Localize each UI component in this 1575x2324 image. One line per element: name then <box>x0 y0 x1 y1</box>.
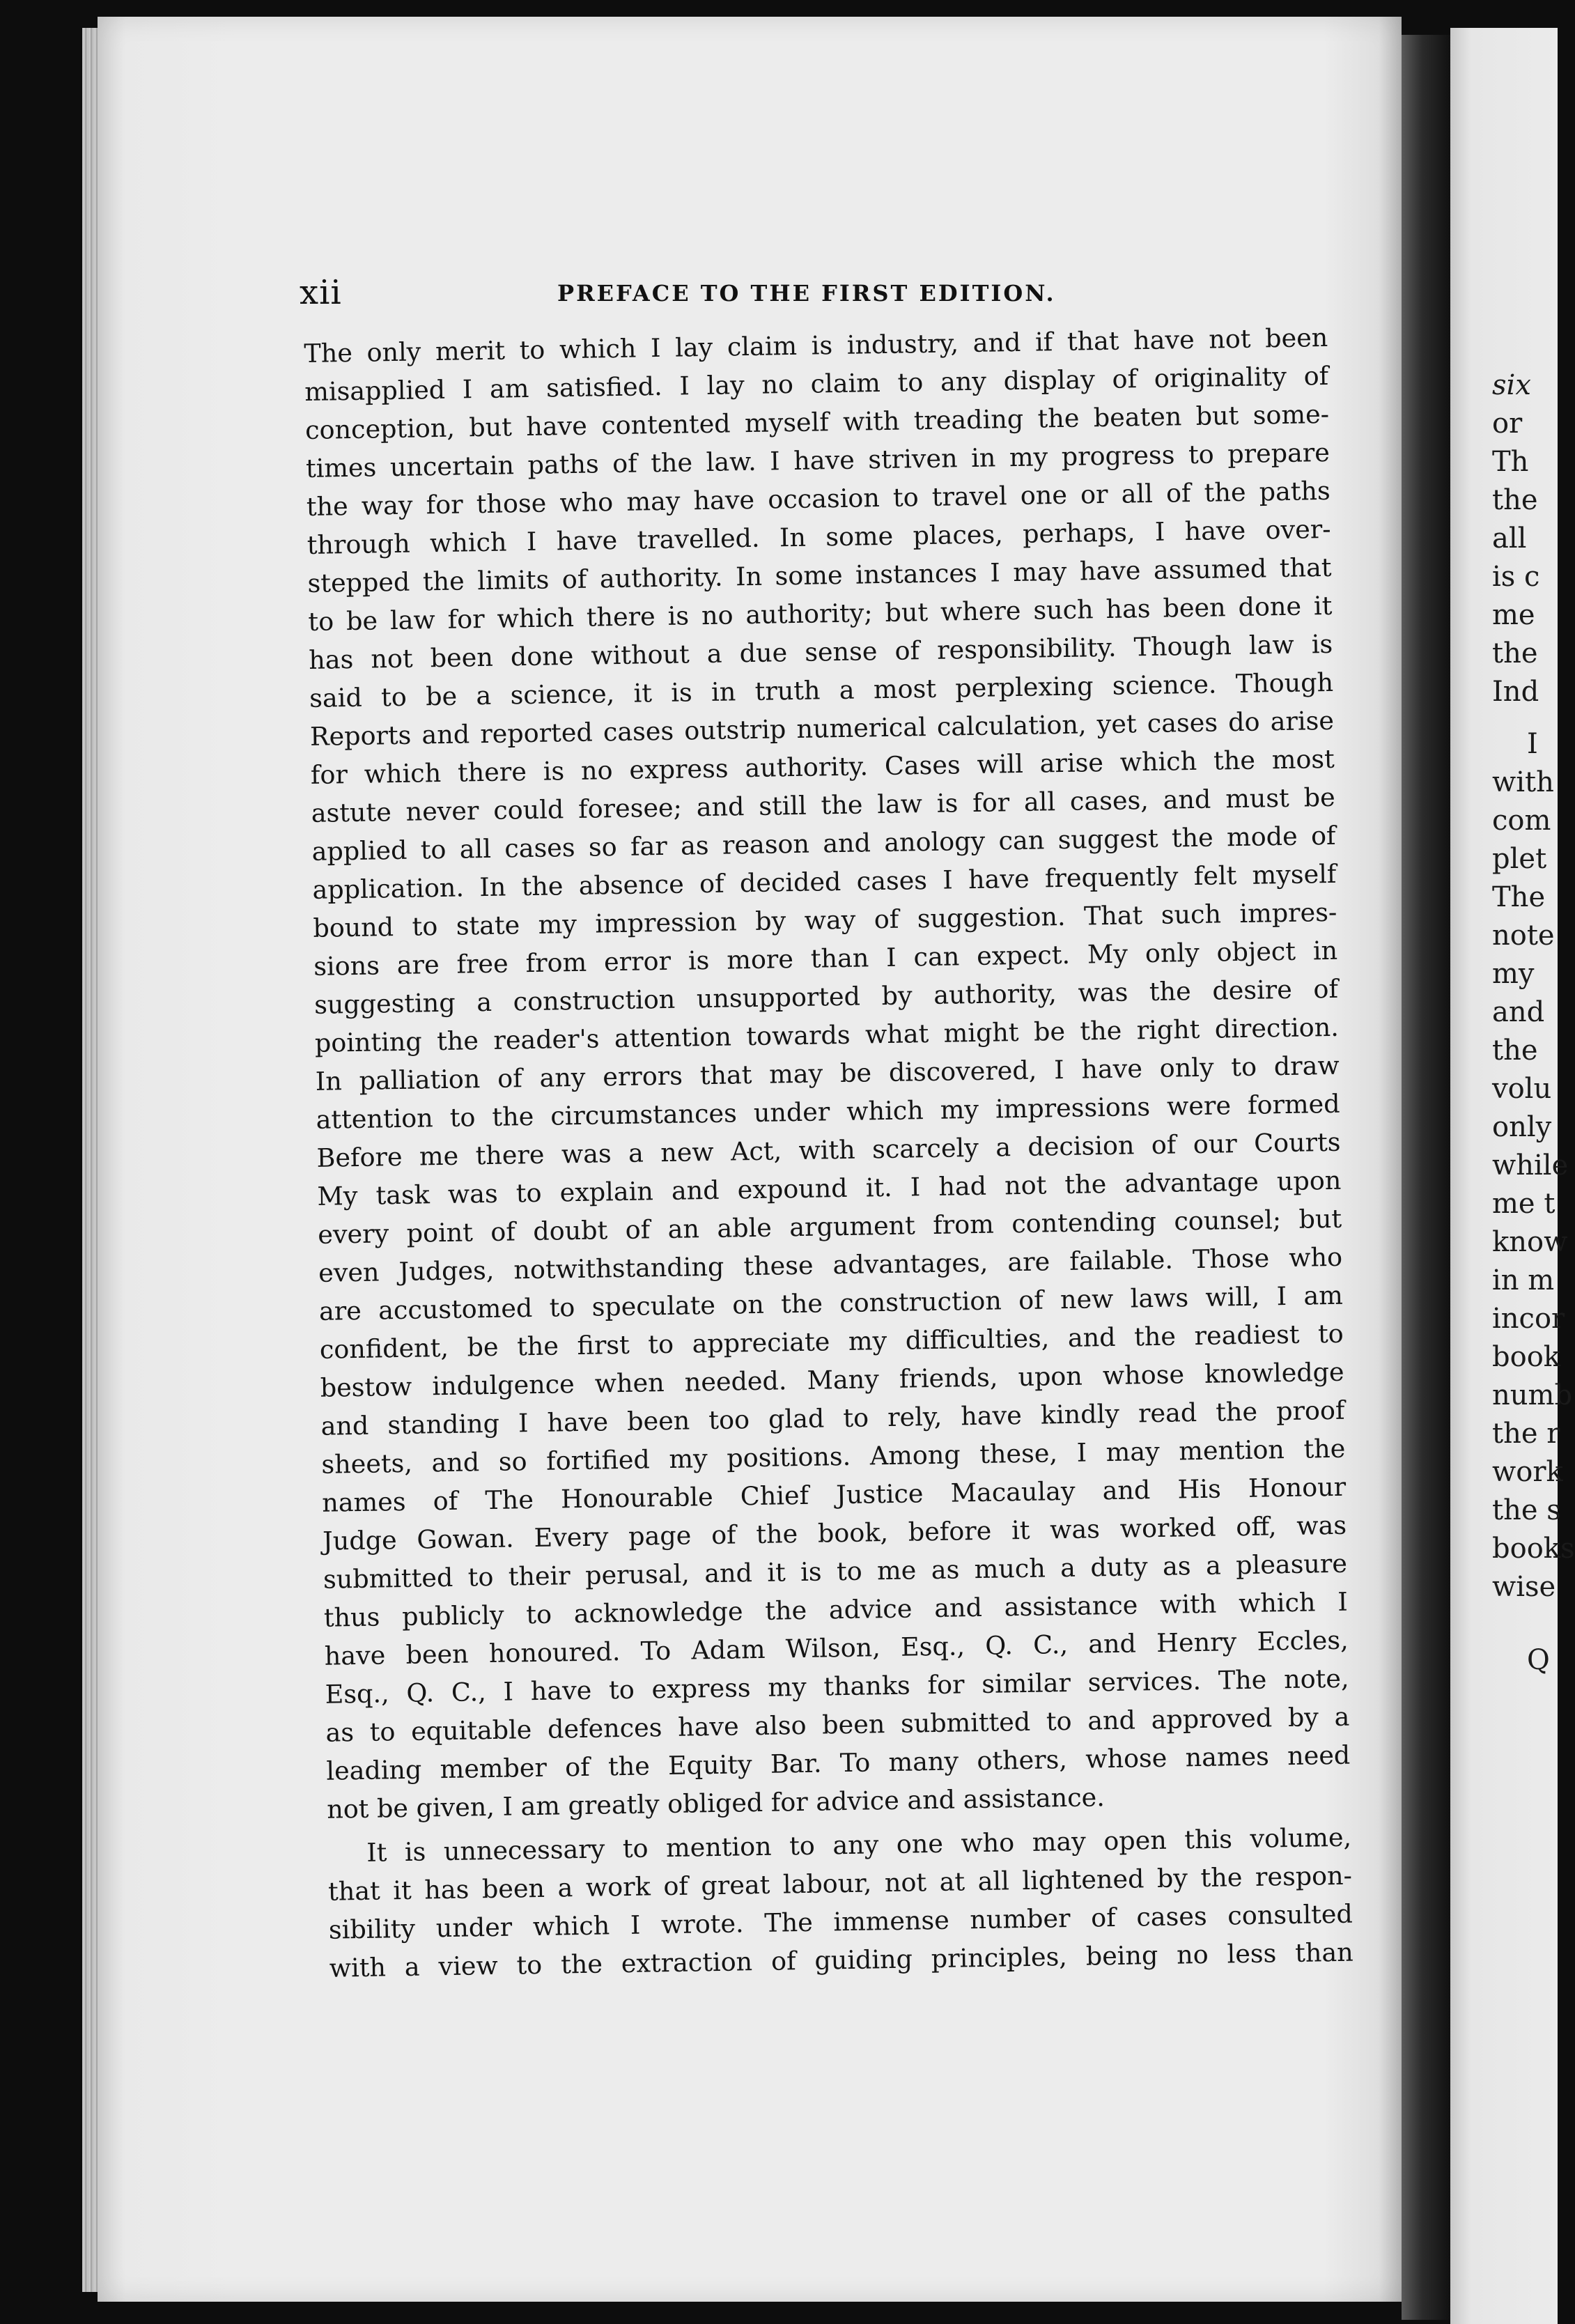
facing-page-text-fragment: my <box>1492 958 1535 990</box>
text-line: for which there is no express authority. Cases will arise which the most <box>310 743 1335 790</box>
page-number: xii <box>300 273 342 312</box>
text-line: the way for those who may have occasion to travel one or all of the paths <box>306 475 1331 522</box>
facing-page-text-fragment: Q <box>1527 1644 1550 1676</box>
text-line: said to be a science, it is in truth a most perplexing science. Though <box>309 667 1334 713</box>
text-line: sibility under which I wrote. The immense number of cases consulted <box>328 1898 1353 1945</box>
text-line: even Judges, notwithstanding these advantages, are failable. Those who <box>318 1241 1343 1288</box>
text-line: to be law for which there is no authority; but where such has been done it <box>308 590 1333 637</box>
facing-page-text-fragment: the <box>1492 484 1538 516</box>
facing-page-text-fragment: only <box>1492 1111 1552 1143</box>
facing-page-text-fragment: me <box>1492 599 1535 631</box>
text-line: leading member of the Equity Bar. To many others, whose names need <box>326 1740 1351 1786</box>
facing-page-text-fragment: work <box>1492 1456 1563 1488</box>
text-line: sheets, and so fortified my positions. Among these, I may mention the <box>321 1433 1346 1480</box>
text-line: are accustomed to speculate on the construction of new laws will, I am <box>318 1280 1344 1326</box>
text-line: sions are free from error is more than I can expect. My only object in <box>313 935 1338 982</box>
preface-text <box>304 318 1353 1988</box>
facing-page-text-fragment: me t <box>1492 1188 1555 1220</box>
text-line: every point of doubt of an able argument from contending counsel; but <box>317 1203 1342 1250</box>
facing-page-text-fragment: and <box>1492 996 1545 1028</box>
text-line: suggesting a construction unsupported by authority, was the desire of <box>313 973 1339 1020</box>
facing-page-text-fragment: the <box>1492 637 1538 669</box>
text-line: attention to the circumstances under which my impressions were formed <box>316 1088 1340 1135</box>
text-line: as to equitable defences have also been submitted to and approved by a <box>325 1701 1350 1748</box>
text-line: confident, be the first to appreciate my difficulties, and the readiest to <box>319 1318 1344 1365</box>
text-line: through which I have travelled. In some places, perhaps, I have over- <box>307 513 1331 560</box>
facing-page-text-fragment: plet <box>1492 843 1547 875</box>
text-line: conception, but have contented myself with treading the beaten but some- <box>304 398 1330 445</box>
facing-page-text-fragment: com <box>1492 805 1551 837</box>
facing-page-text-fragment: numb <box>1492 1379 1573 1411</box>
text-line: stepped the limits of authority. In some instances I may have assumed that <box>307 552 1332 598</box>
text-line: that it has been a work of great labour, not at all lightened by the respon- <box>327 1860 1353 1907</box>
text-line: Before me there was a new Act, with scarcely a decision of our Courts <box>316 1126 1341 1173</box>
facing-page-text-fragment: The <box>1492 881 1546 913</box>
facing-page-text-fragment: in m <box>1492 1264 1555 1296</box>
facing-page-text-fragment: the r <box>1492 1418 1560 1450</box>
text-line: names of The Honourable Chief Justice Macaulay and His Honour <box>322 1471 1347 1518</box>
binding-gutter <box>1402 35 1450 2320</box>
running-head: PREFACE TO THE FIRST EDITION. <box>557 280 1056 307</box>
facing-page-text-fragment: incor <box>1492 1303 1565 1335</box>
text-line: application. In the absence of decided cases I have frequently felt myself <box>312 858 1337 905</box>
facing-page-text-fragment: six <box>1492 369 1531 401</box>
facing-page-text-fragment: books <box>1492 1533 1575 1565</box>
text-line: with a view to the extraction of guiding principles, being no less than <box>329 1937 1353 1983</box>
text-line: thus publicly to acknowledge the advice and assistance with which I <box>323 1586 1349 1633</box>
facing-page-text-fragment: I <box>1527 728 1538 760</box>
text-line: and standing I have been too glad to rely, have kindly read the proof <box>320 1395 1345 1441</box>
text-line: It is unnecessary to mention to any one who may open this volume, <box>366 1822 1352 1868</box>
text-line: times uncertain paths of the law. I have striven in my progress to prepare <box>305 437 1330 483</box>
facing-page-text-fragment: all <box>1492 522 1527 555</box>
text-line: Judge Gowan. Every page of the book, before it was worked off, was <box>322 1510 1347 1556</box>
facing-page-text-fragment: the <box>1492 1035 1538 1067</box>
text-line: The only merit to which I lay claim is industry, and if that have not been <box>304 322 1328 369</box>
text-line: misapplied I am satisfied. I lay no claim to any display of originality of <box>304 360 1329 407</box>
facing-page-text-fragment: Ind <box>1492 676 1539 708</box>
facing-page-text-fragment: or <box>1492 408 1523 440</box>
text-line: pointing the reader's attention towards what might be the right direction. <box>314 1012 1340 1058</box>
text-line: Reports and reported cases outstrip numerical calculation, yet cases do arise <box>309 705 1335 752</box>
facing-page-text-fragment: with <box>1492 766 1554 798</box>
facing-page-text-fragment: Th <box>1492 446 1529 478</box>
facing-page-text-fragment: while <box>1492 1149 1569 1182</box>
text-line: bestow indulgence when needed. Many friends, upon whose knowledge <box>320 1356 1344 1403</box>
text-line: astute never could foresee; and still the law is for all cases, and must be <box>311 782 1335 828</box>
text-line: In palliation of any errors that may be discovered, I have only to draw <box>315 1050 1340 1097</box>
facing-page-text-fragment: is c <box>1492 561 1540 593</box>
facing-page-text-fragment: the s <box>1492 1494 1561 1526</box>
facing-page-text-fragment: volu <box>1492 1073 1552 1105</box>
text-line: Esq., Q. C., I have to express my thanks for similar services. The note, <box>325 1663 1349 1710</box>
facing-page-text-fragment: know <box>1492 1226 1568 1258</box>
text-line: applied to all cases so far as reason and anology can suggest the mode of <box>311 820 1336 867</box>
text-line: have been honoured. To Adam Wilson, Esq., Q. C., and Henry Eccles, <box>324 1625 1349 1671</box>
facing-page-text-fragment: note <box>1492 920 1555 952</box>
text-line: has not been done without a due sense of responsibility. Though law is <box>309 628 1333 675</box>
facing-page-fragment <box>1450 28 1575 2324</box>
facing-page-text-fragment: wise <box>1492 1571 1556 1603</box>
text-line: submitted to their perusal, and it is to me as much a duty as a pleasure <box>323 1548 1348 1595</box>
text-line: not be given, I am greatly obliged for advice and assistance. <box>326 1782 1105 1825</box>
facing-page-text-fragment: book <box>1492 1341 1561 1373</box>
text-line: My task was to explain and expound it. I had not the advantage upon <box>317 1165 1342 1211</box>
text-line: bound to state my impression by way of suggestion. That such impres- <box>313 897 1337 943</box>
